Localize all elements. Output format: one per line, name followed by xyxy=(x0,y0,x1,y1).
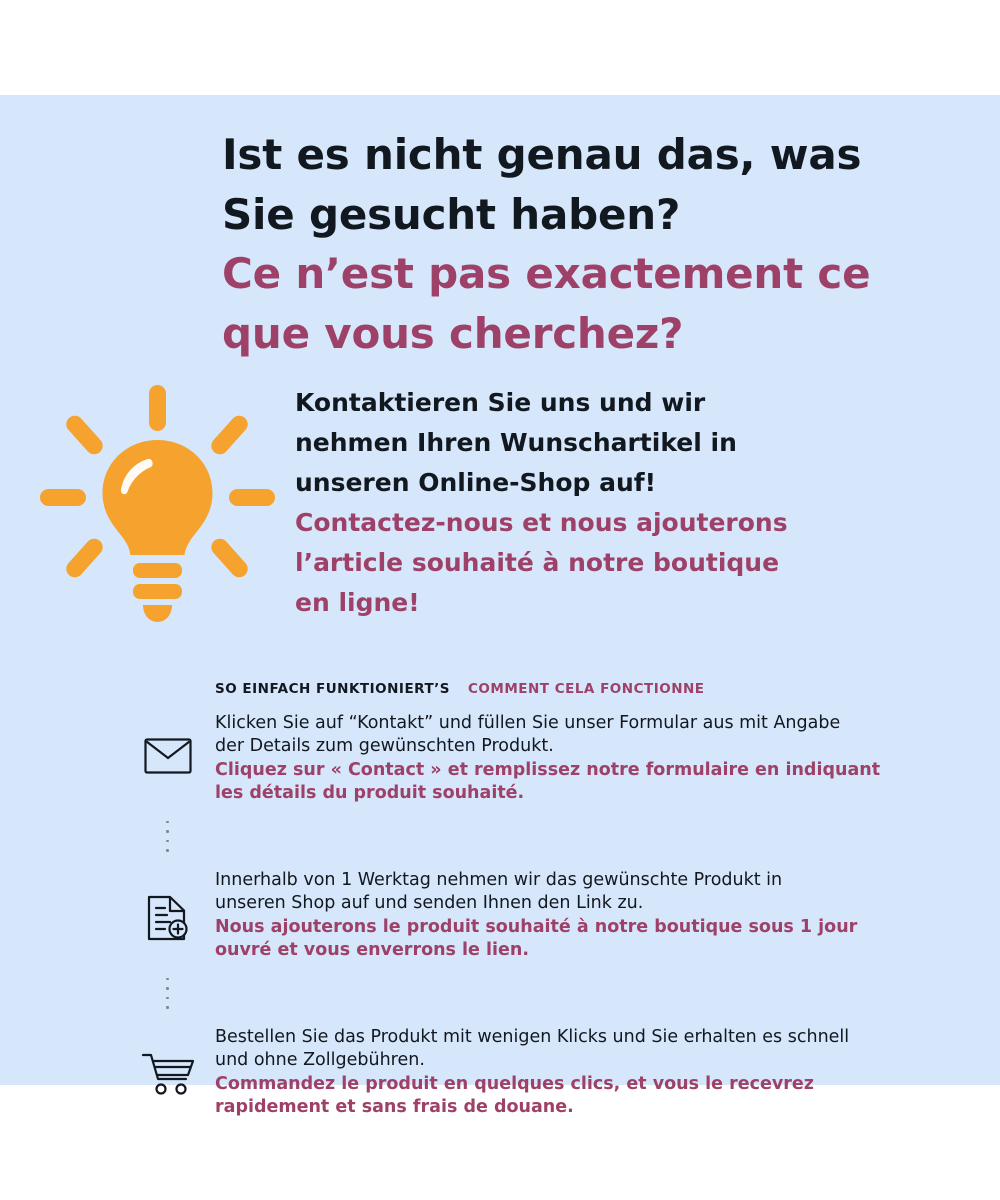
dotted-connector xyxy=(120,805,215,867)
envelope-icon xyxy=(120,710,215,780)
list-item xyxy=(120,867,930,962)
intro-paragraph xyxy=(295,383,925,623)
step1-de-line1: Klicken Sie auf “Kontakt” und füllen Sie unser Formular aus mit Angabe xyxy=(215,713,841,733)
lightbulb-idea-icon xyxy=(40,385,275,630)
step3-de-line1: Bestellen Sie das Produkt mit wenigen Klicks und Sie erhalten es schnell xyxy=(215,1027,850,1048)
step-text xyxy=(215,710,930,805)
step-text xyxy=(215,1024,930,1119)
page-title xyxy=(222,125,922,364)
headline-fr-line1: Ce n’est pas exactement ce xyxy=(222,249,871,299)
intro-de-line3: unseren Online-Shop auf! xyxy=(295,468,657,497)
headline-de-line1: Ist es nicht genau das, was xyxy=(222,130,862,179)
steps-list xyxy=(120,710,930,1119)
steps-section-title xyxy=(215,681,705,697)
intro-de-line1: Kontaktieren Sie uns und wir xyxy=(295,388,706,417)
step2-fr-line2: ouvré et vous enverrons le lien. xyxy=(215,939,529,960)
step2-de-line1: Innerhalb von 1 Werktag nehmen wir das gewünschte Produkt in xyxy=(215,870,783,891)
step1-fr-line2: les détails du produit souhaité. xyxy=(215,782,525,803)
headline-fr-line2: que vous cherchez? xyxy=(222,308,684,358)
intro-fr-line1: Contactez-nous et nous ajouterons xyxy=(295,508,788,537)
step-text xyxy=(215,867,930,962)
intro-fr-line2: l’article souhaité à notre boutique xyxy=(295,548,780,577)
step3-de-line2: und ohne Zollgebühren. xyxy=(215,1050,425,1071)
steps-title-fr: COMMENT CELA FONCTIONNE xyxy=(468,681,705,697)
step3-fr-line1: Commandez le produit en quelques clics, et vous le recevrez xyxy=(215,1073,814,1094)
dotted-connector xyxy=(120,962,215,1024)
step1-fr-line1: Cliquez sur « Contact » et remplissez notre formulaire en indiquant xyxy=(215,759,881,780)
intro-fr-line3: en ligne! xyxy=(295,588,420,617)
document-add-icon xyxy=(120,867,215,937)
steps-title-de: SO EINFACH FUNKTIONIERT’S xyxy=(215,681,451,697)
shopping-cart-icon xyxy=(120,1024,215,1094)
headline-de-line2: Sie gesucht haben? xyxy=(222,189,681,239)
intro-de-line2: nehmen Ihren Wunschartikel in xyxy=(295,428,737,457)
step3-fr-line2: rapidement et sans frais de douane. xyxy=(215,1096,574,1117)
step1-de-line2: der Details zum gewünschten Produkt. xyxy=(215,736,554,757)
list-item xyxy=(120,1024,930,1119)
list-item xyxy=(120,710,930,805)
step2-de-line2: unseren Shop auf und senden Ihnen den Link zu. xyxy=(215,893,644,914)
step2-fr-line1: Nous ajouterons le produit souhaité à notre boutique sous 1 jour xyxy=(215,916,858,937)
